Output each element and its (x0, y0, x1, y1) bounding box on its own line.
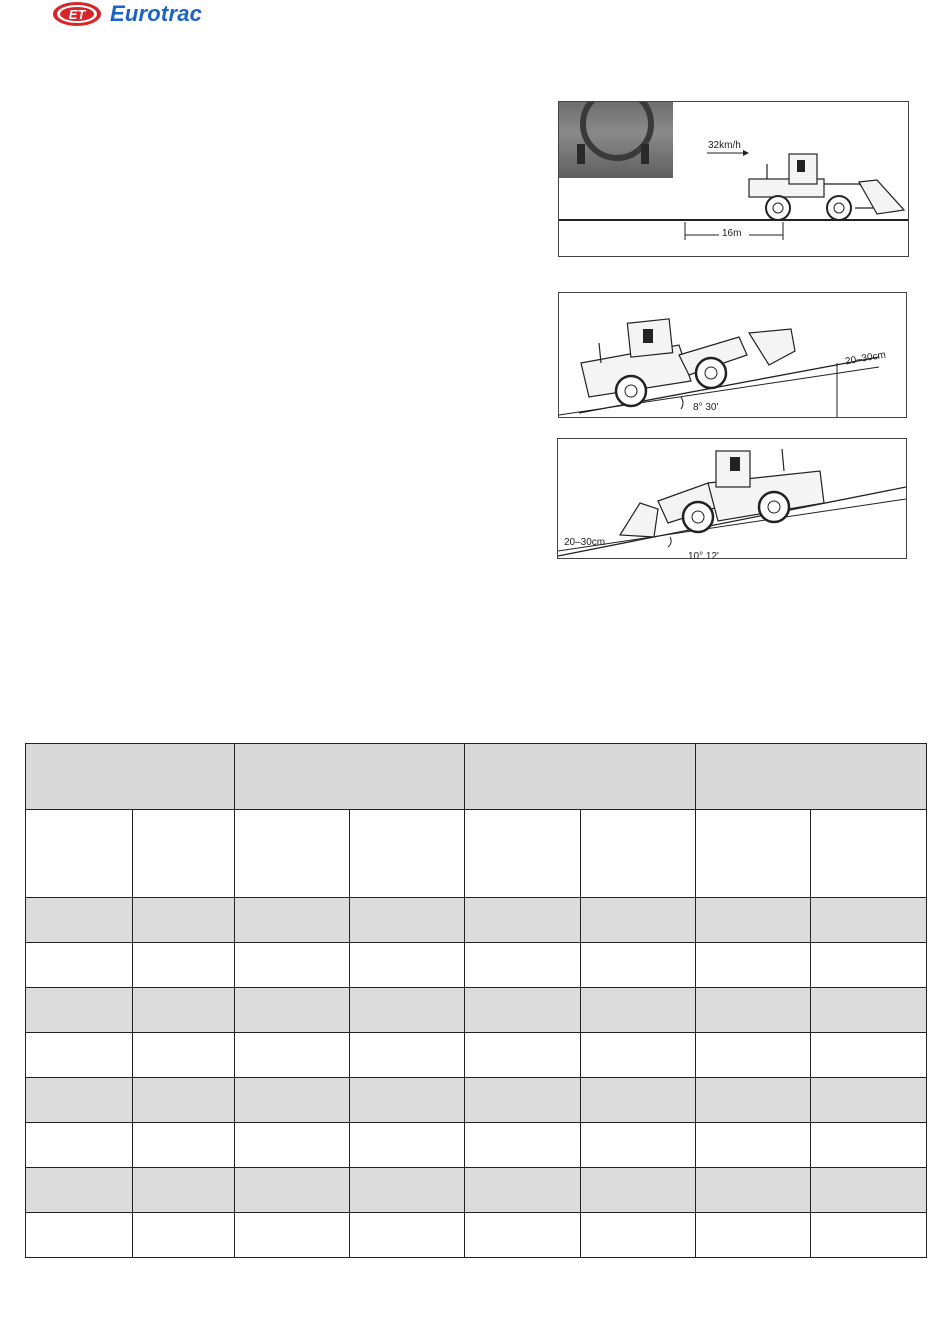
table-cell (696, 943, 811, 988)
table-cell (581, 1033, 696, 1078)
table-cell (696, 898, 811, 943)
table-cell (696, 1078, 811, 1123)
sub-header-cell (133, 810, 235, 898)
table-cell (133, 1168, 235, 1213)
table-cell (581, 943, 696, 988)
table-cell (235, 988, 350, 1033)
table-cell (235, 1123, 350, 1168)
table-cell (465, 1123, 581, 1168)
braking-distance-figure (558, 101, 909, 257)
sub-header-cell (581, 810, 696, 898)
table-cell (581, 1123, 696, 1168)
speed-label: 32km/h (708, 140, 741, 151)
eurotrac-logo-icon (52, 0, 104, 28)
table-group-header-row (26, 744, 927, 810)
table-cell (465, 1213, 581, 1258)
brand-logo (52, 0, 282, 28)
table-row (26, 1168, 927, 1213)
table-cell (811, 1213, 927, 1258)
table-cell (811, 1123, 927, 1168)
table-cell (133, 1213, 235, 1258)
table-cell (133, 943, 235, 988)
table-cell (235, 1078, 350, 1123)
table-cell (350, 898, 465, 943)
group-header-cell (26, 744, 235, 810)
table-cell (696, 1033, 811, 1078)
table-cell (581, 1168, 696, 1213)
table-cell (465, 1168, 581, 1213)
table-cell (811, 898, 927, 943)
table-cell (133, 1078, 235, 1123)
angle-label: 8° 30' (693, 402, 719, 413)
logo-mark-text: ET (68, 7, 86, 22)
table-cell (235, 1168, 350, 1213)
table-cell (350, 988, 465, 1033)
table-cell (235, 943, 350, 988)
table-cell (235, 898, 350, 943)
height-label: 20–30cm (564, 537, 606, 548)
table-cell (811, 943, 927, 988)
table-cell (350, 1168, 465, 1213)
table-cell (581, 988, 696, 1033)
group-header-cell (696, 744, 927, 810)
height-label: 20–30cm (844, 349, 887, 368)
sub-header-cell (696, 810, 811, 898)
table-row (26, 898, 927, 943)
group-header-cell (235, 744, 465, 810)
sub-header-cell (26, 810, 133, 898)
table-cell (696, 1168, 811, 1213)
table-cell (26, 898, 133, 943)
table-cell (235, 1033, 350, 1078)
table-cell (350, 1213, 465, 1258)
table-row (26, 988, 927, 1033)
table-cell (811, 1168, 927, 1213)
table-cell (350, 1078, 465, 1123)
table-cell (581, 898, 696, 943)
table-cell (26, 1078, 133, 1123)
table-cell (133, 1033, 235, 1078)
table-cell (811, 1033, 927, 1078)
table-cell (696, 988, 811, 1033)
table-cell (811, 988, 927, 1033)
table-sub-header-row (26, 810, 927, 898)
table-cell (696, 1123, 811, 1168)
table-row (26, 1078, 927, 1123)
sub-header-cell (235, 810, 350, 898)
table-cell (133, 988, 235, 1033)
table-cell (350, 943, 465, 988)
table-cell (465, 1078, 581, 1123)
table-cell (696, 1213, 811, 1258)
table-row (26, 1123, 927, 1168)
table-row (26, 1033, 927, 1078)
downhill-slope-figure (557, 438, 907, 559)
angle-label: 10° 12' (688, 551, 719, 559)
table-cell (26, 1123, 133, 1168)
table-cell (26, 943, 133, 988)
table-cell (235, 1213, 350, 1258)
sub-header-cell (811, 810, 927, 898)
table-row (26, 943, 927, 988)
group-header-cell (465, 744, 696, 810)
table-cell (26, 1213, 133, 1258)
table-cell (350, 1123, 465, 1168)
table-cell (465, 1033, 581, 1078)
table-cell (26, 988, 133, 1033)
table-cell (465, 898, 581, 943)
table-cell (581, 1213, 696, 1258)
sub-header-cell (350, 810, 465, 898)
table-cell (133, 1123, 235, 1168)
uphill-slope-figure (558, 292, 907, 418)
table-row (26, 1213, 927, 1258)
table-cell (26, 1168, 133, 1213)
brand-name: Eurotrac (110, 1, 203, 26)
table-cell (811, 1078, 927, 1123)
table-cell (350, 1033, 465, 1078)
spec-table (25, 743, 927, 1258)
distance-label: 16m (722, 228, 742, 239)
table-cell (581, 1078, 696, 1123)
table-cell (465, 943, 581, 988)
sub-header-cell (465, 810, 581, 898)
table-cell (133, 898, 235, 943)
table-cell (26, 1033, 133, 1078)
table-cell (465, 988, 581, 1033)
